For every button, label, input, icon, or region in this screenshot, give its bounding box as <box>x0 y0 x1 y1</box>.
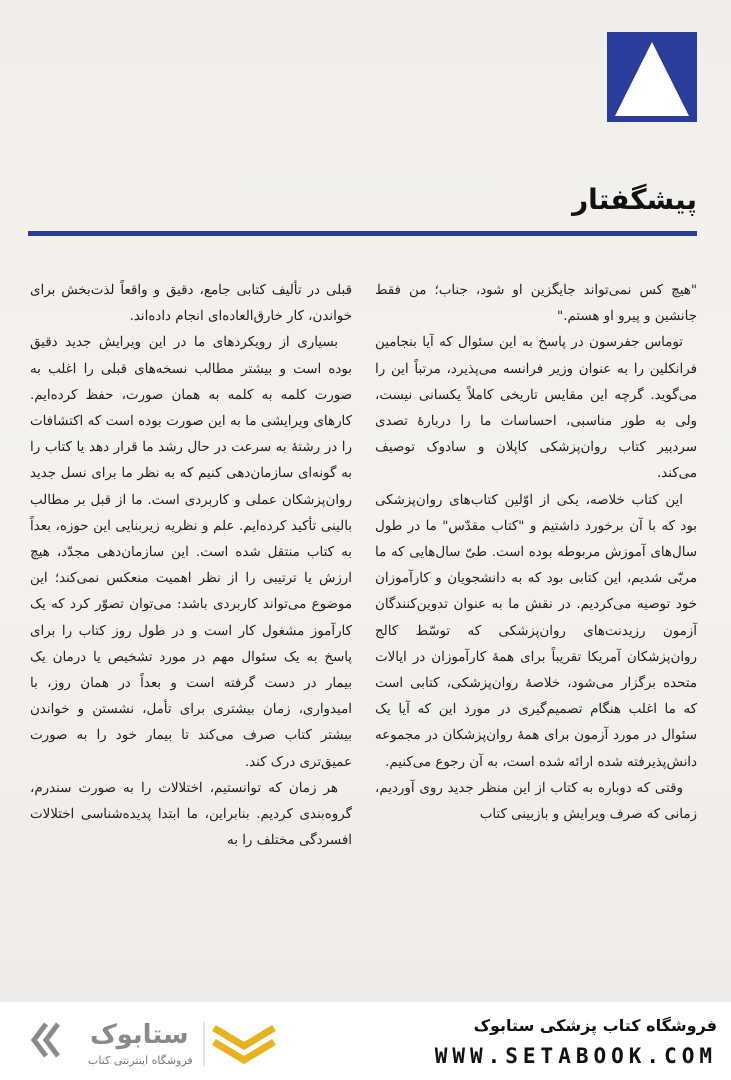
paragraph: این کتاب خلاصه، یکی از اوّلین کتاب‌های روان‌پزشکی بود که با آن برخورد داشتیم و "کتاب مقدّس" ما در طول سال‌های آموزش مربوطه بوده است. طیّ سال‌هایی که ما مربّی شدیم، این کتابی بود که به دانشجویان و کارآموزان خود توصیه می‌کردیم. در نقش ما به عنوان تدوین‌کنندگان آزمون رزیدنت‌های روان‌پزشکی که توسّط کالج روان‌پزشکان آمریکا تقریباً برای همهٔ کارآموزان در ایالات متحده برگزار می‌شود، خلاصهٔ روان‌پزشکی، کتابی است که ما اغلب هنگام تصمیم‌گیری در مورد این که آیا یک سئوال در مورد آزمون برای همهٔ روان‌پزشکان در مجموعه دانش‌پذیرفته شده ارائه شده است، به آن رجوع می‌کنیم. <box>375 492 697 770</box>
triangle-logo-icon <box>607 32 697 122</box>
right-column <box>375 278 697 828</box>
left-column <box>30 278 352 854</box>
paragraph: هر زمان که توانستیم، اختلالات را به صورت سندرم، گروه‌بندی کردیم. بنابراین، ما ابتدا پدیده‌شناسی اختلالات افسردگی مختلف را به <box>30 780 352 849</box>
title-divider <box>28 231 697 236</box>
paragraph: وقتی که دوباره به کتاب از این منظر جدید روی آوردیم، زمانی که صرف ویرایش و بازبینی کتاب <box>375 780 697 823</box>
logo-tagline: فروشگاه اینترنتی کتاب <box>88 1054 193 1067</box>
setabook-logo <box>28 1016 288 1072</box>
shop-name: فروشگاه کتاب پزشکی ستابوک <box>473 1016 717 1035</box>
paragraph: قبلی در تألیف کتابی جامع، دقیق و واقعاً لذت‌بخش برای خواندن، کار خارق‌العاده‌ای انجام داده‌اند. <box>30 283 352 325</box>
watermark-footer <box>0 1002 731 1080</box>
paragraph: بسیاری از رویکردهای ما در این ویرایش جدید دقیق بوده است و بیشتر مطالب نسخه‌های قبلی را اغلب به صورت کلمه به کلمه به همان صورت، حفظ کرده‌ایم. کارهای ویرایشی ما به این صورت بوده است که اکتشافات را در رشتهٔ به سرعت در حال رشد ما قرار دهد یا کتاب را به گونه‌ای سازمان‌دهی کنیم که به نظر ما برای نسل جدید روان‌پزشکان عملی و کاربردی است. ما از قبل بر مطالب بالینی تأکید کرده‌ایم. علم و نظریه زیربنایی این حوزه، بعداً به کتاب منتقل شده است. این سازمان‌دهی مجدّد، هیچ ارزش یا ترتیبی را از نظر اهمیت منعکس نمی‌کند؛ این موضوع می‌تواند کاربردی باشد: می‌توان تصوّر کرد که یک کارآموز مشغول کار است و در طول روز کتاب را برای پاسخ به یک سئوال مهم در مورد تشخیص یا درمان یک بیمار در دست گرفته است و بعداً در همان روز، با امیدواری، زمان بیشتری برای تأمل، نشستن و خواندن بیشتر کتاب صرف می‌کند تا بیمار خود را به صورت عمیق‌تری درک کند. <box>30 335 352 770</box>
chapter-title: پیشگفتار <box>572 183 697 216</box>
logo-wordmark: ستابوک <box>90 1020 189 1050</box>
paragraph: "هیچ کس نمی‌تواند جایگزین او شود، جناب؛ من فقط جانشین و پیرو او هستم." <box>375 283 697 325</box>
shop-url[interactable]: WWW.SETABOOK.COM <box>434 1044 717 1068</box>
paragraph: توماس جفرسون در پاسخ به این سئوال که آیا بنجامین فرانکلین را به عنوان وزیر فرانسه می‌پذیرد، مرتباً این را می‌گوید. گرچه این مقایس تاریخی کاملاً یکسانی نیست، ولی به طور مناسبی، احساسات ما را دربارهٔ تصدی سردبیر کتاب روان‌پزشکی کاپلان و سادوک توصیف می‌کند. <box>375 335 697 482</box>
